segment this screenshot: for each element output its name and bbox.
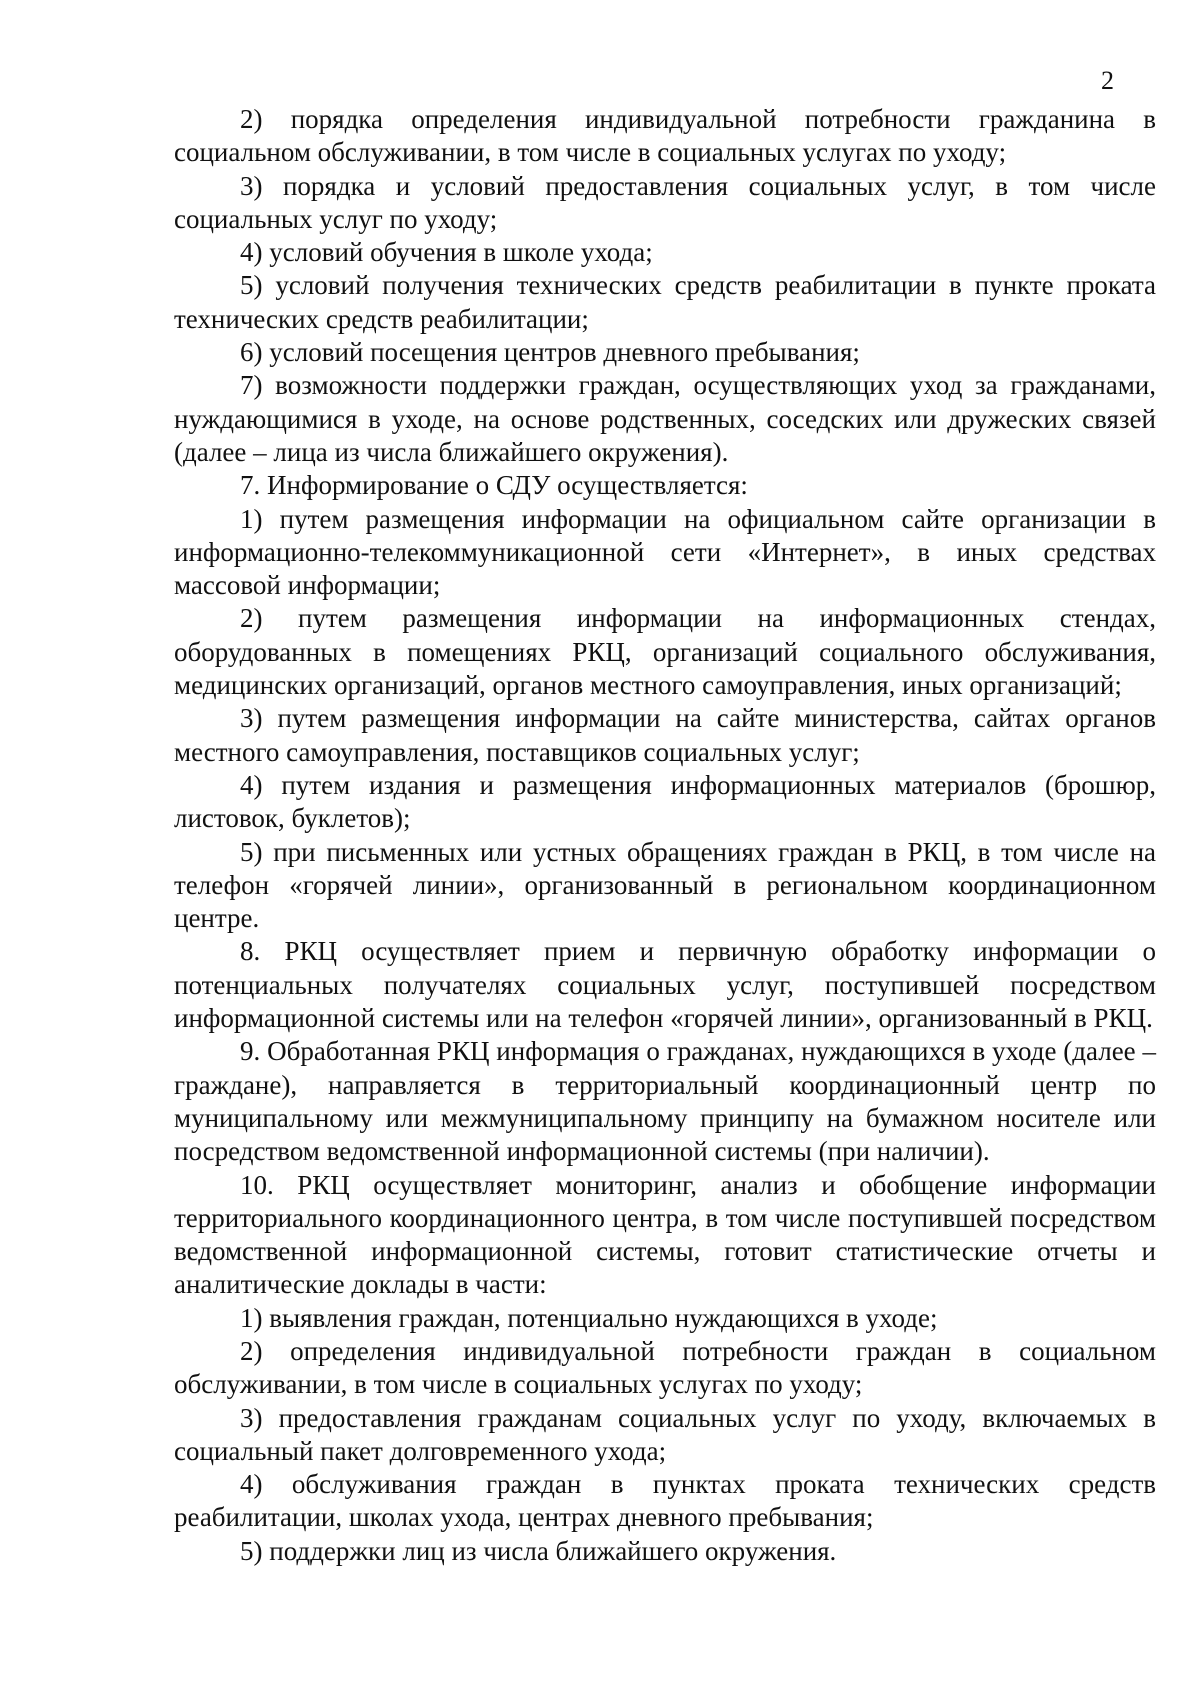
section-7-item-2: 2) путем размещения информации на информационных стендах, оборудованных в помещениях РКЦ, организаций социального обслуживания, медицинских организаций, органов местного самоуправления, иных организаций; <box>174 603 1156 701</box>
paragraph-item-7: 7) возможности поддержки граждан, осуществляющих уход за гражданами, нуждающимися в уходе, на основе родственных, соседских или дружеских связей (далее – лица из числа ближайшего окружения). <box>174 370 1156 467</box>
section-9: 9. Обработанная РКЦ информация о гражданах, нуждающихся в уходе (далее – граждане), направляется в территориальный координационный центр по муниципальному или межмуниципальному принципу на бумажном носителе или посредством ведомственной информационной системы (при наличии). <box>174 1036 1156 1167</box>
section-10-item-2: 2) определения индивидуальной потребности граждан в социальном обслуживании, в том числе в социальных услугах по уходу; <box>174 1335 1156 1400</box>
section-8: 8. РКЦ осуществляет прием и первичную обработку информации о потенциальных получателях социальных услуг, поступившей посредством информационной системы или на телефон «горячей линии», организованный в РКЦ. <box>174 936 1156 1034</box>
paragraph-item-3: 3) порядка и условий предоставления социальных услуг, в том числе социальных услуг по уходу; <box>174 170 1156 234</box>
section-7-item-4: 4) путем издания и размещения информационных материалов (брошюр, листовок, буклетов); <box>174 769 1156 834</box>
section-10-item-4: 4) обслуживания граждан в пунктах проката технических средств реабилитации, школах ухода, центрах дневного пребывания; <box>174 1469 1156 1533</box>
section-7-item-1: 1) путем размещения информации на официальном сайте организации в информационно-телекоммуникационной сети «Интернет», в иных средствах массовой информации; <box>174 503 1156 601</box>
paragraph-item-4: 4) условий обучения в школе ухода; <box>240 237 653 268</box>
section-10-item-1: 1) выявления граждан, потенциально нуждающихся в уходе; <box>240 1302 938 1333</box>
section-7-heading: 7. Информирование о СДУ осуществляется: <box>240 470 748 501</box>
paragraph-item-5: 5) условий получения технических средств реабилитации в пункте проката технических средств реабилитации; <box>174 270 1156 334</box>
page-number: 2 <box>1101 66 1114 95</box>
paragraph-item-6: 6) условий посещения центров дневного пребывания; <box>240 337 860 368</box>
section-7-item-5: 5) при письменных или устных обращениях граждан в РКЦ, в том числе на телефон «горячей линии», организованный в региональном координационном центре. <box>174 836 1156 934</box>
section-10-item-5: 5) поддержки лиц из числа ближайшего окружения. <box>240 1535 837 1566</box>
section-10-heading: 10. РКЦ осуществляет мониторинг, анализ и обобщение информации территориального координационного центра, в том числе поступившей посредством ведомственной информационной системы, готовит статистические отчеты и аналитические доклады в части: <box>174 1169 1156 1300</box>
section-10-item-3: 3) предоставления гражданам социальных услуг по уходу, включаемых в социальный пакет долговременного ухода; <box>174 1402 1156 1466</box>
document-body <box>174 103 1156 1568</box>
paragraph-item-2: 2) порядка определения индивидуальной потребности гражданина в социальном обслуживании, в том числе в социальных услугах по уходу; <box>174 104 1156 168</box>
section-7-item-3: 3) путем размещения информации на сайте министерства, сайтах органов местного самоуправления, поставщиков социальных услуг; <box>174 703 1156 767</box>
